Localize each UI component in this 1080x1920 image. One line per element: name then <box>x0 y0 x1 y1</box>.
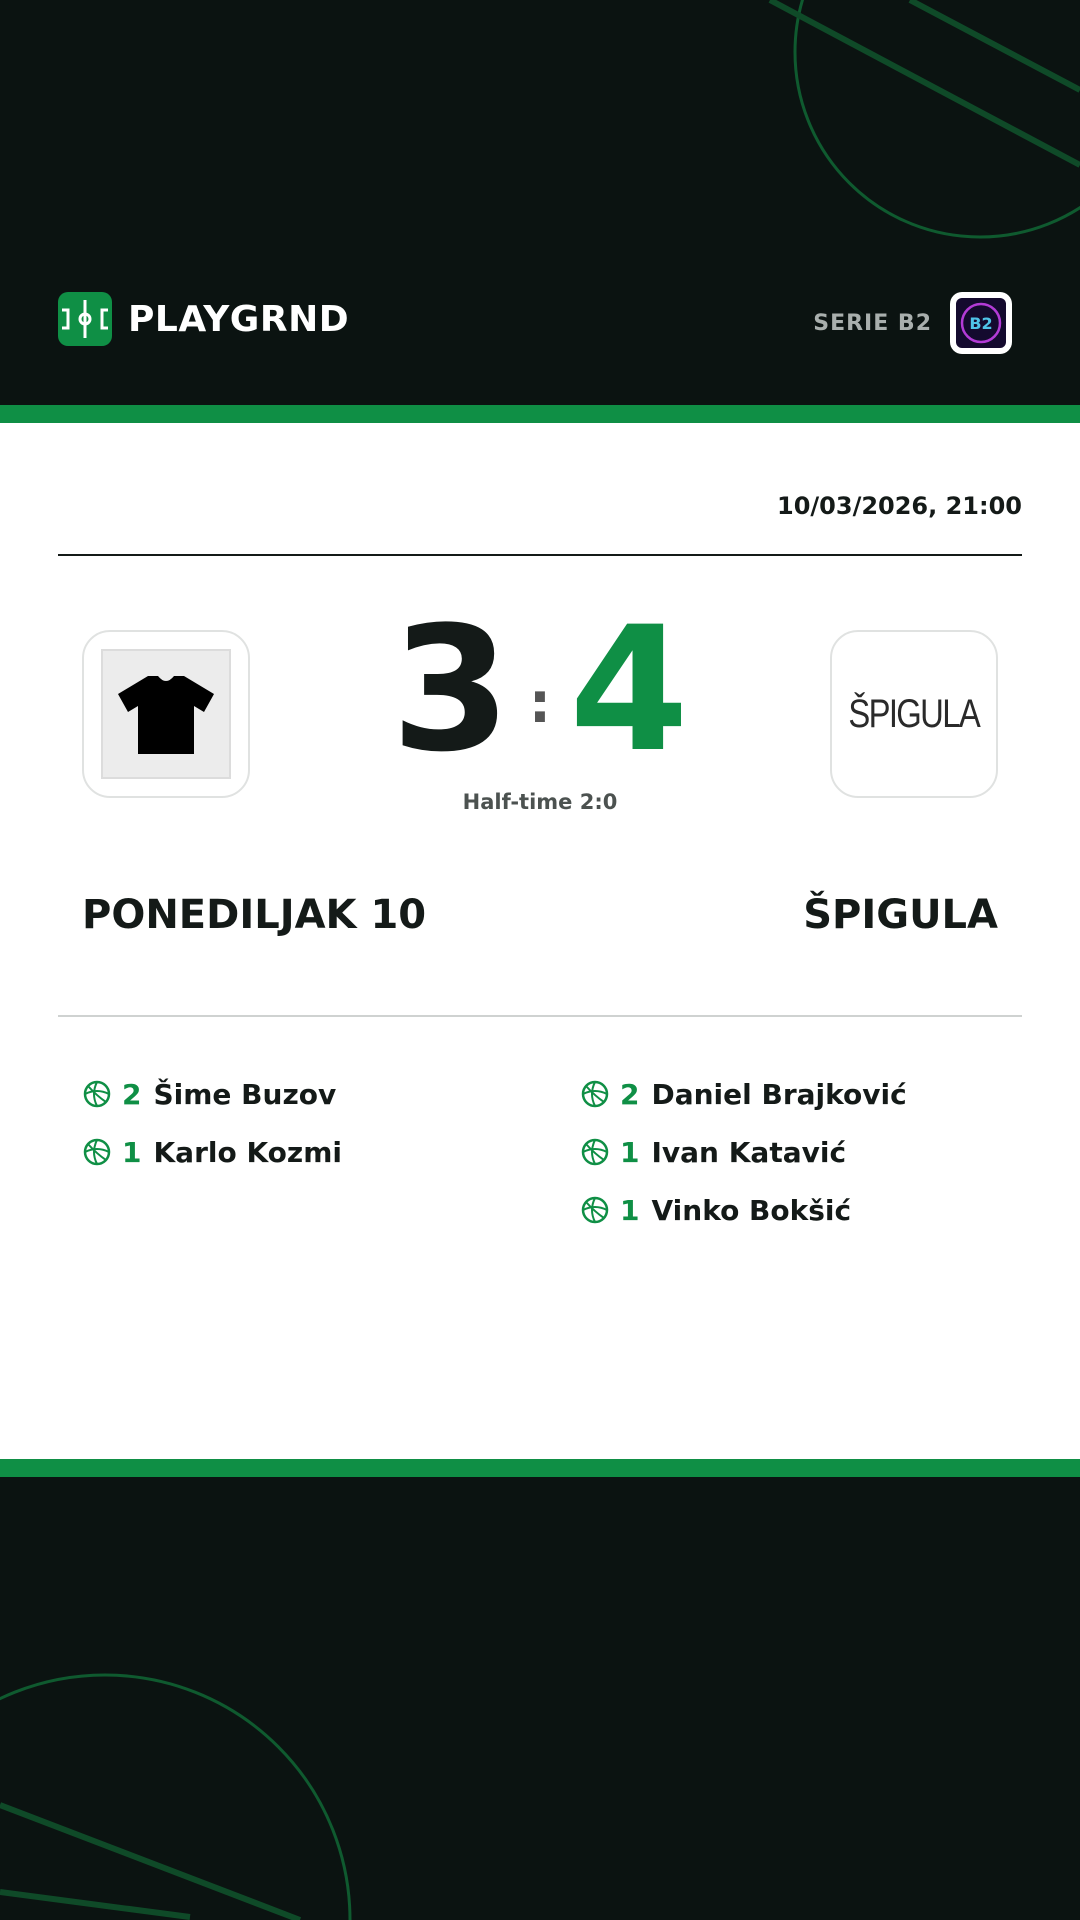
brand <box>58 292 349 346</box>
player-name: Vinko Bokšić <box>651 1193 852 1227</box>
scorer-row <box>82 1065 522 1123</box>
league-name: SERIE B2 <box>813 310 932 336</box>
match-card <box>0 423 1080 1459</box>
header-band <box>0 0 1080 405</box>
accent-bar-bottom <box>0 1459 1080 1477</box>
pitch-lines-decoration <box>0 1477 1080 1920</box>
brand-name: PLAYGRND <box>128 298 350 340</box>
away-team-logo <box>830 630 998 798</box>
goal-count: 1 <box>620 1135 640 1169</box>
league-logo <box>950 292 1012 354</box>
goal-count: 1 <box>122 1135 142 1169</box>
footer-band <box>0 1477 1080 1920</box>
home-team-name: PONEDILJAK 10 <box>82 892 427 938</box>
divider <box>58 554 1022 556</box>
score-separator: : <box>528 670 552 736</box>
goal-count: 1 <box>620 1193 640 1227</box>
player-name: Karlo Kozmi <box>153 1135 342 1169</box>
away-scorers-list <box>580 1065 1020 1239</box>
halftime-score: Half-time 2:0 <box>462 790 618 814</box>
away-team-name: ŠPIGULA <box>803 892 998 938</box>
accent-bar-top <box>0 405 1080 423</box>
player-name: Šime Buzov <box>153 1077 337 1111</box>
scorer-row <box>580 1123 1020 1181</box>
player-name: Ivan Katavić <box>651 1135 847 1169</box>
home-team-logo <box>82 630 250 798</box>
scorer-row <box>580 1065 1020 1123</box>
player-name: Daniel Brajković <box>651 1077 907 1111</box>
ball-icon <box>580 1137 610 1167</box>
goal-count: 2 <box>122 1077 142 1111</box>
league-badge <box>813 292 1012 354</box>
away-logo-wordmark: ŠPIGULA <box>848 691 980 736</box>
scorer-row <box>82 1123 522 1181</box>
goal-count: 2 <box>620 1077 640 1111</box>
match-datetime: 10/03/2026, 21:00 <box>777 492 1022 520</box>
ball-icon <box>580 1195 610 1225</box>
ball-icon <box>82 1079 112 1109</box>
home-score: 3 <box>391 589 511 790</box>
home-scorers-list <box>82 1065 522 1181</box>
shirt-icon <box>101 649 231 779</box>
away-score: 4 <box>569 589 689 790</box>
scorer-row <box>580 1181 1020 1239</box>
scoreboard <box>390 589 690 790</box>
ball-icon <box>82 1137 112 1167</box>
league-logo-text: B2 <box>969 314 993 333</box>
pitch-icon <box>58 292 112 346</box>
ball-icon <box>580 1079 610 1109</box>
divider <box>58 1015 1022 1017</box>
